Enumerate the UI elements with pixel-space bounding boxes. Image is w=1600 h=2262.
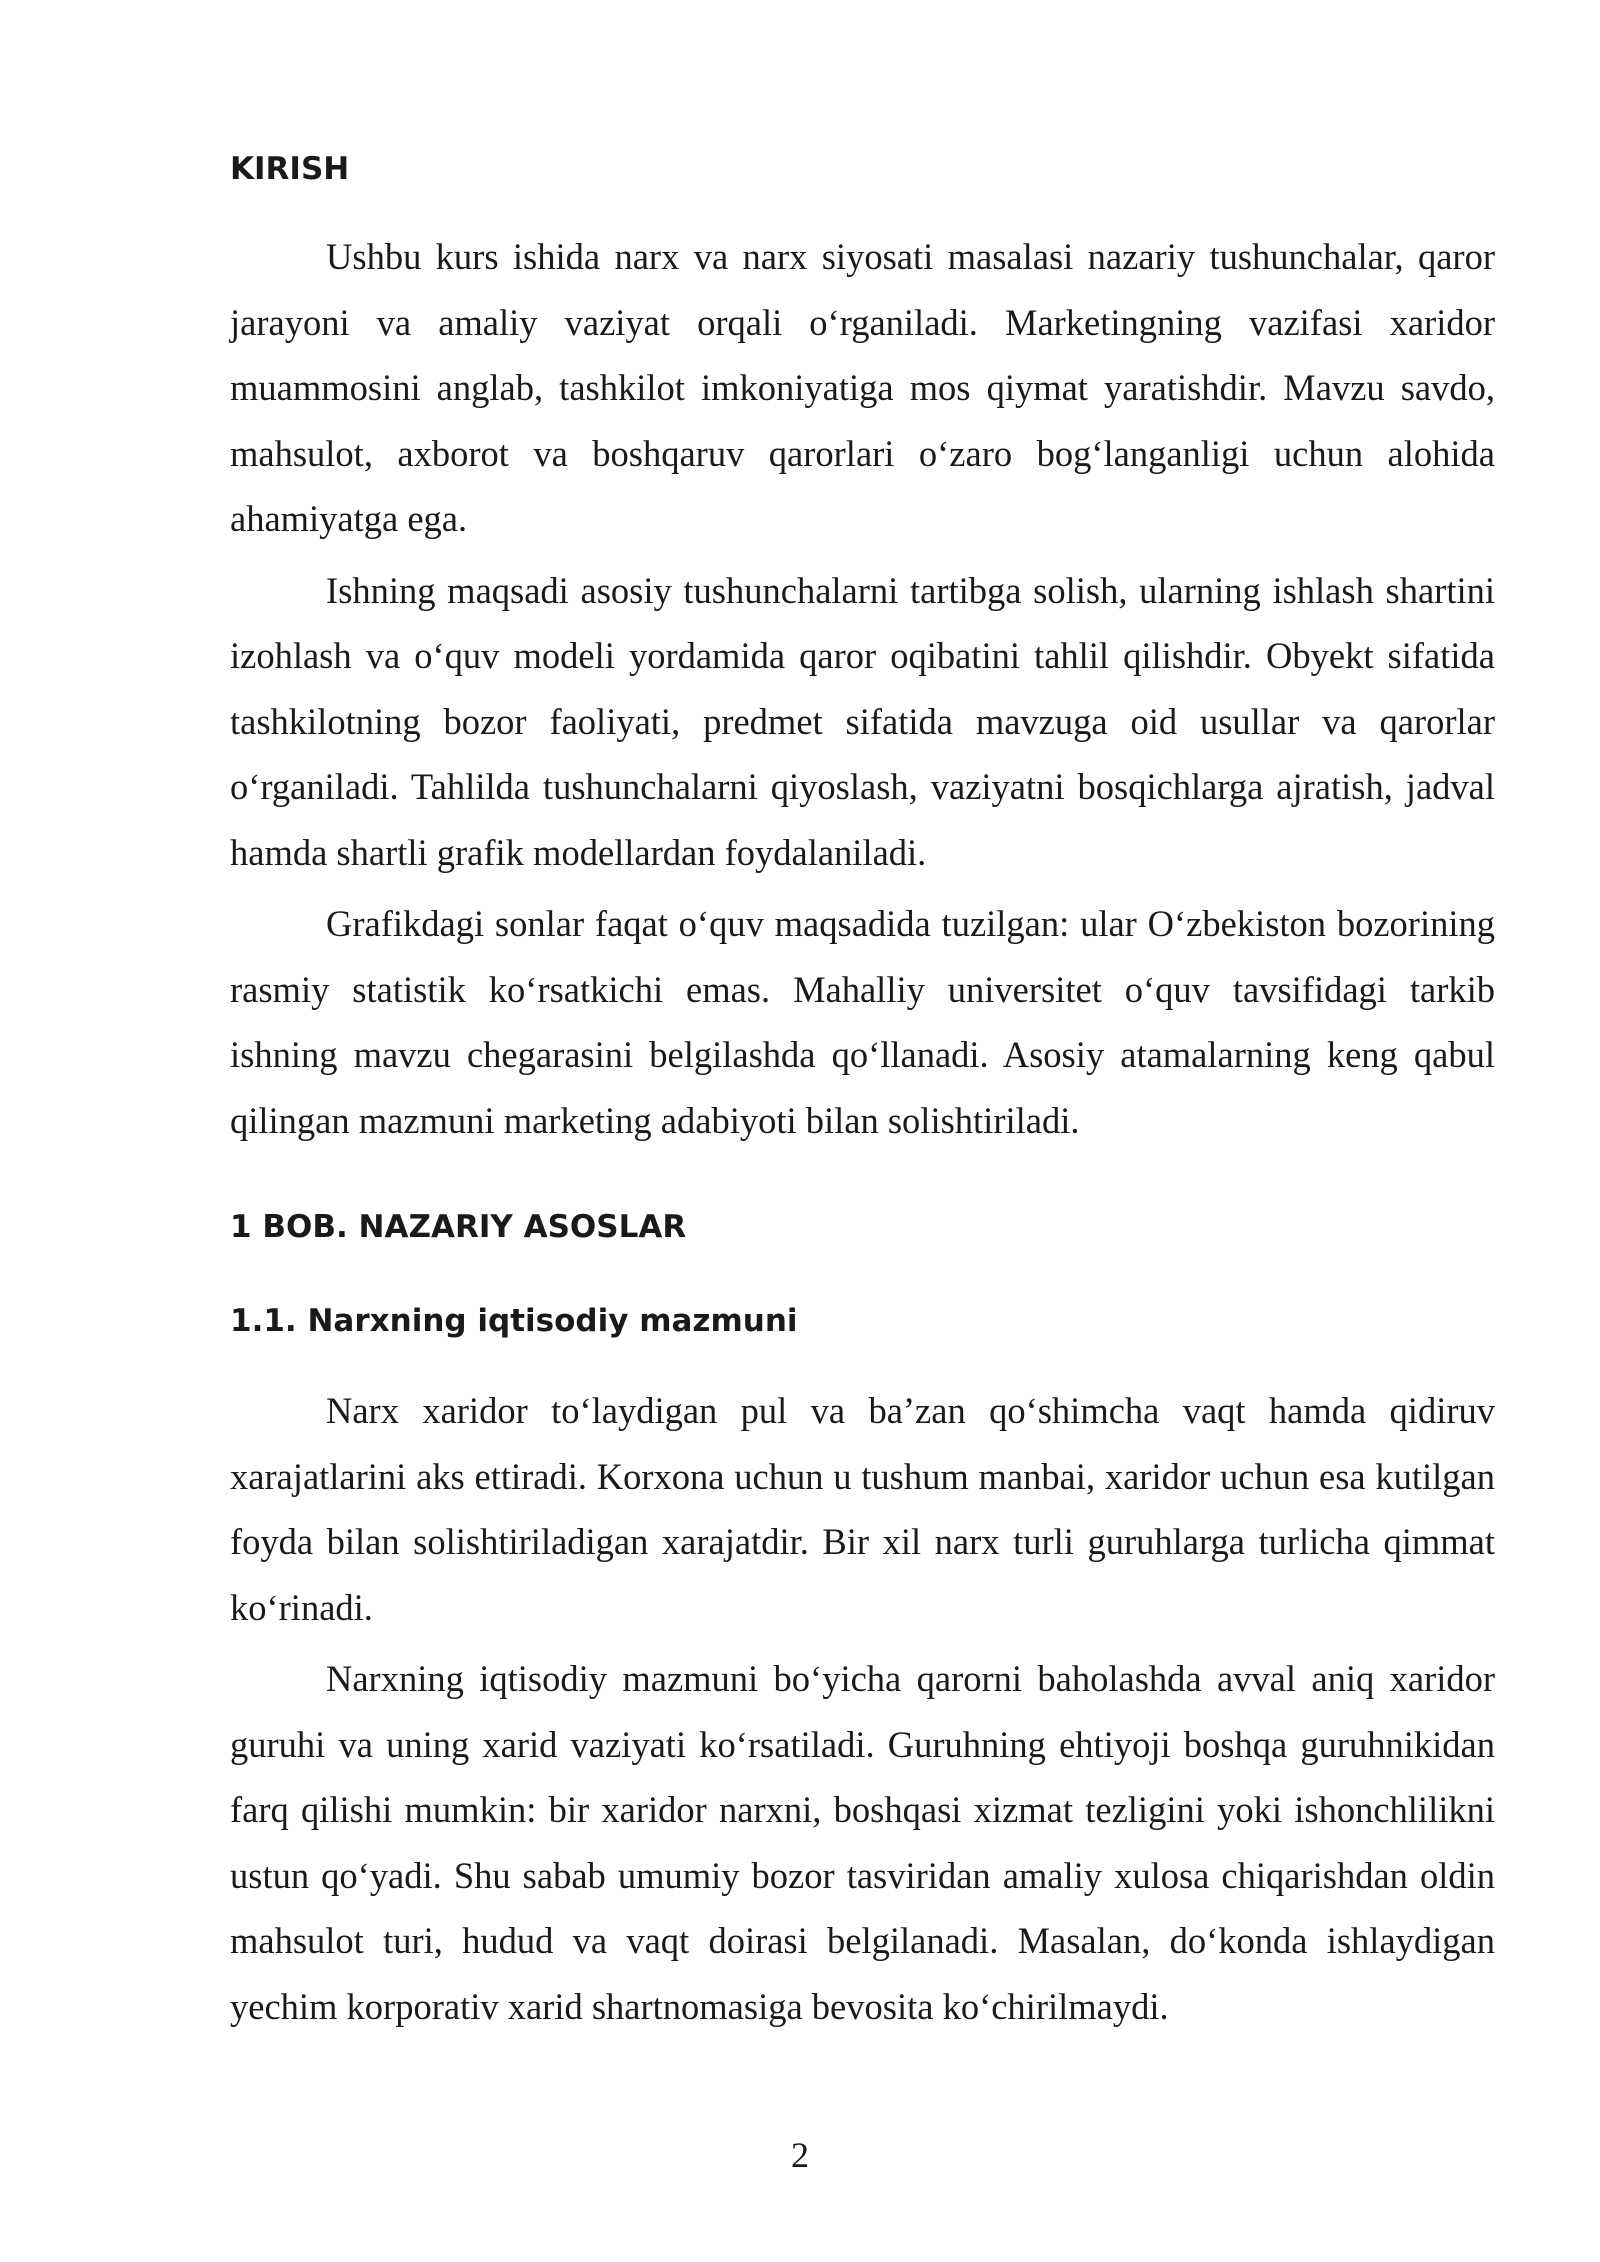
section-heading-kirish: KIRISH [230, 151, 350, 187]
page-number: 2 [791, 2135, 809, 2175]
paragraph-chapter-2: Narxning iqtisodiy mazmuni bo‘yicha qarorni baholashda avval aniq xaridor guruhi va uning xarid vaziyati ko‘rsatiladi. Guruhning ehtiyoji boshqa guruhnikidan farq qilishi mumkin: bir xaridor narxni, boshqasi xizmat tezligini yoki ishonchlilikni ustun qo‘yadi. Shu sabab umumiy bozor tasviridan amaliy xulosa chiqarishdan oldin mahsulot turi, hudud va vaqt doirasi belgilanadi. Masalan, do‘konda ishlaydigan yechim korporativ xarid shartnomasiga bevosita ko‘chirilmaydi. [230, 1658, 1495, 2027]
paragraph-intro-3: Grafikdagi sonlar faqat o‘quv maqsadida tuzilgan: ular O‘zbekiston bozorining rasmiy statistik ko‘rsatkichi emas. Mahalliy universitet o‘quv tavsifidagi tarkib ishning mavzu chegarasini belgilashda qo‘llanadi. Asosiy atamalarning keng qabul qilingan mazmuni marketing adabiyoti bilan solishtiriladi. [230, 903, 1495, 1141]
page-content [230, 150, 1495, 2045]
paragraph-chapter-1: Narx xaridor to‘laydigan pul va ba’zan qo‘shimcha vaqt hamda qidiruv xarajatlarini aks ettiradi. Korxona uchun u tushum manbai, xaridor uchun esa kutilgan foyda bilan solishtiriladigan xarajatdir. Bir xil narx turli guruhlarga turlicha qimmat ko‘rinadi. [230, 1390, 1495, 1628]
subsection-heading: 1.1. Narxning iqtisodiy mazmuni [230, 1303, 798, 1339]
paragraph-intro-2: Ishning maqsadi asosiy tushunchalarni tartibga solish, ularning ishlash shartini izohlash va o‘quv modeli yordamida qaror oqibatini tahlil qilishdir. Obyekt sifatida tashkilotning bozor faoliyati, predmet sifatida mavzuga oid usullar va qarorlar o‘rganiladi. Tahlilda tushunchalarni qiyoslash, vaziyatni bosqichlarga ajratish, jadval hamda shartli grafik modellardan foydalaniladi. [230, 569, 1495, 873]
paragraph-intro-1: Ushbu kurs ishida narx va narx siyosati masalasi nazariy tushunchalar, qaror jarayoni va amaliy vaziyat orqali o‘rganiladi. Marketingning vazifasi xaridor muammosini anglab, tashkilot imkoniyatiga mos qiymat yaratishdir. Mavzu savdo, mahsulot, axborot va boshqaruv qarorlari o‘zaro bog‘langanligi uchun alohida ahamiyatga ega. [230, 236, 1495, 539]
chapter-heading: 1 BOB. NAZARIY ASOSLAR [230, 1209, 687, 1245]
